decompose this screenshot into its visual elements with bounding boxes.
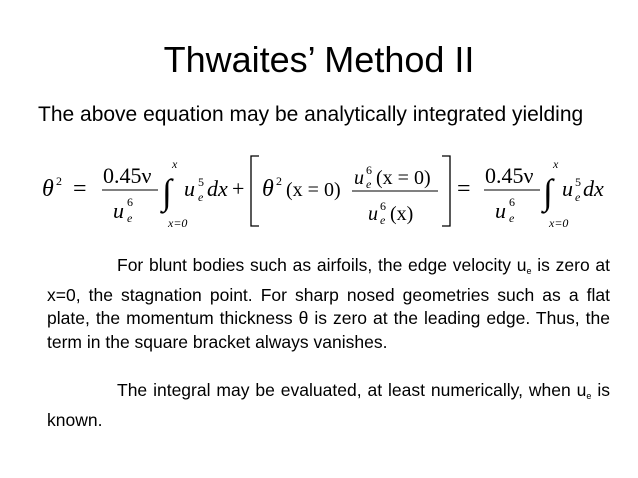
eq-left-bracket [251,156,259,226]
eq-int-lower: x=0 [168,216,188,230]
thwaites-integral-equation [40,148,610,233]
eq-int-lower-2: x=0 [549,216,569,230]
eq-den-u: u [368,203,378,225]
eq-theta2-exp: 2 [276,174,282,188]
eq-coef: 0.45ν [103,163,152,188]
eq-dx: dx [207,176,228,201]
eq-theta2-arg: (x = 0) [286,179,341,201]
eq-den-exp: 6 [380,199,386,213]
eq-integral: ∫ [162,172,172,212]
eq-u5-sub: e [198,190,204,204]
eq-theta-exp: 2 [56,174,62,188]
eq-int-upper-2: x [553,157,559,171]
eq-denom-u-2: u [495,198,506,223]
eq-int-upper: x [172,157,178,171]
eq-u5-exp-2: 5 [575,175,581,189]
eq-right-bracket [442,156,450,226]
eq-num-sub: e [366,177,372,191]
eq-denom-exp: 6 [127,195,133,209]
eq-u5-sub-2: e [575,190,581,204]
eq-u5-exp: 5 [198,175,204,189]
eq-denom-exp-2: 6 [509,195,515,209]
eq-num-u: u [354,167,364,189]
eq-denom-sub: e [127,211,133,225]
eq-u5: u [184,176,195,201]
eq-equals-2: = [457,176,471,202]
eq-equals: = [73,176,87,202]
eq-num-exp: 6 [366,163,372,177]
eq-dx-2: dx [583,176,604,201]
eq-den-sub: e [380,213,386,227]
eq-u5-2: u [562,176,573,201]
eq-plus: + [232,176,245,201]
eq-den-arg: (x) [390,203,414,225]
eq-num-arg: (x = 0) [376,167,431,189]
eq-theta: θ [42,176,54,202]
eq-denom-sub-2: e [509,211,515,225]
paragraph-blunt-bodies: For blunt bodies such as airfoils, the edge velocity $u_e$ is zero at x=0, the stagnation point. For sharp nosed geometries such as a flat plate, the momentum thickness θ is zero at the leading edge. Thus, the term in the square bracket always vanishes. [47,255,610,352]
intro-text: The above equation may be analytically integrated yielding [38,103,584,126]
eq-coef-2: 0.45ν [485,163,534,188]
paragraph-integral-evaluation: The integral may be evaluated, at least numerically, when $u_e$ is known. [47,380,610,430]
eq-theta2: θ [262,176,274,202]
eq-denom-u: u [113,198,124,223]
slide-title: Thwaites’ Method II [163,39,475,80]
eq-integral-2: ∫ [543,172,553,212]
